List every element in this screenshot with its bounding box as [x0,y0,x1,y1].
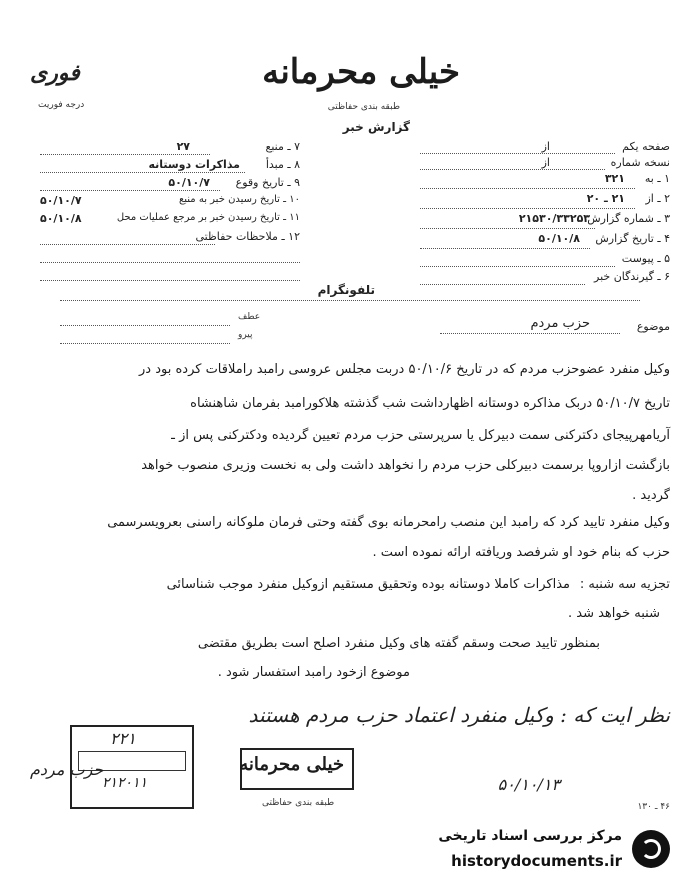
subject-label: موضوع [636,320,670,333]
field-row: ۷ ـ منبع ۲۷ [40,140,300,158]
field-row: ۳ ـ شماره گزارش ۲۱۵۳۰/۳۳۲۵۳ [420,212,670,232]
ref-label-atf: عطف [238,312,261,322]
protection-class-label: طبقه بندی حفاظتی [327,102,400,112]
body-line: شنبه خواهد شد . [568,606,660,621]
body-line: بمنظور تایید صحت وسقم گفته های وکیل منفرد اصلح است بطریق مقتضی [197,636,600,651]
body-line: آریامهرپیجای دکترکنی سمت دبیرکل یا سرپرستی حزب مردم تعیین گردیده ودکترکنی پس از ـ [171,428,670,443]
archive-name: مرکز بررسی اسناد تاریخی [438,828,622,844]
field-row: ۲ ـ از ۲۱ ـ ۲۰ [420,192,670,212]
body-line: گردید . [632,488,670,503]
handwritten-note: نظر ایت که : وکیل منفرد اعتماد حزب مردم هستند [248,703,670,727]
field-row: ۸ ـ مبدأ مذاکرات دوستانه [40,158,300,176]
signature: ۵۰/۱۰/۱۳ [497,775,560,794]
body-line: وکیل منفرد عضوحزب مردم که در تاریخ ۵۰/۱۰/۶ دربت مجلس عروسی رامبد راملاقات کرده بود در [139,362,670,377]
priority-handwritten: فوری [30,60,80,86]
field-row: ۱ ـ به ۳۲۱ [420,172,670,192]
telegram-label: تلفونگرام [317,283,375,297]
left-field-list [40,140,300,284]
field-row: ۶ ـ گیرندگان خبر [420,270,670,288]
body-line: مذاکرات کاملا دوستانه بوده وتحقیق مستقیم ازوکیل منفرد موجب شناسائی [166,577,570,592]
body-line: حزب که بنام خود او شرفصد وریافته ارائه نموده است . [372,545,670,560]
margin-note: حزب مردم [30,760,104,779]
archive-url: historydocuments.ir [451,852,622,870]
right-field-list [420,140,670,288]
field-row: نسخه شماره از [420,156,670,172]
ref-label-peyro: پیرو [238,330,253,340]
body-line: وکیل منفرد تایید کرد که رامبد این منصب رامحرمانه بوی گفته وحتی فرمان ملوکانه راسنی بعرویسرسمی [107,515,670,530]
body-line: تاریخ ۵۰/۱۰/۷ دربک مذاکره دوستانه اظهارداشت شب گذشته هلاکورامبد بفرمان شاهنشاه [190,396,670,411]
footer-protection-class: طبقه بندی حفاظتی [262,798,335,808]
field-row: ۴ ـ تاریخ گزارش ۵۰/۱۰/۸ [420,232,670,252]
field-row: ۱۰ ـ تاریخ رسیدن خبر به منبع ۵۰/۱۰/۷ [40,194,300,207]
report-title: گزارش خبر [342,120,410,134]
classification-title: خیلی محرمانه [262,52,460,92]
field-row: ۵ ـ پیوست [420,252,670,270]
stamp-number: ۲۲۱ [110,729,136,748]
form-code: ۴۶ ـ ۱۳۰ [637,802,670,812]
field-row: ۱۱ ـ تاریخ رسیدن خبر بر مرجع عملیات محل ۵۰/۱۰/۸ [40,212,300,225]
field-row: ۱۲ ـ ملاحظات حفاظتی [40,230,300,248]
analysis-label: تجزیه سه شنبه : [579,577,670,592]
archive-logo-icon [632,830,670,868]
priority-label: درجه فوریت [38,100,85,110]
stamp-date: ۲۱۲۰۱۱ [102,775,148,791]
field-row: صفحه یکم از [420,140,670,156]
body-line: موضوع ازخود رامبد استفسار شود . [217,665,410,680]
classification-stamp: خیلی محرمانه [240,748,354,790]
archive-watermark [410,822,670,880]
body-line: بازگشت ازاروپا برسمت دبیرکلی حزب مردم را نخواهد داشت ولی به نخست وزیری منصوب خواهد [141,458,670,473]
field-row: ۹ ـ تاریخ وقوع ۵۰/۱۰/۷ [40,176,300,194]
subject-value: حزب مردم [530,316,590,331]
